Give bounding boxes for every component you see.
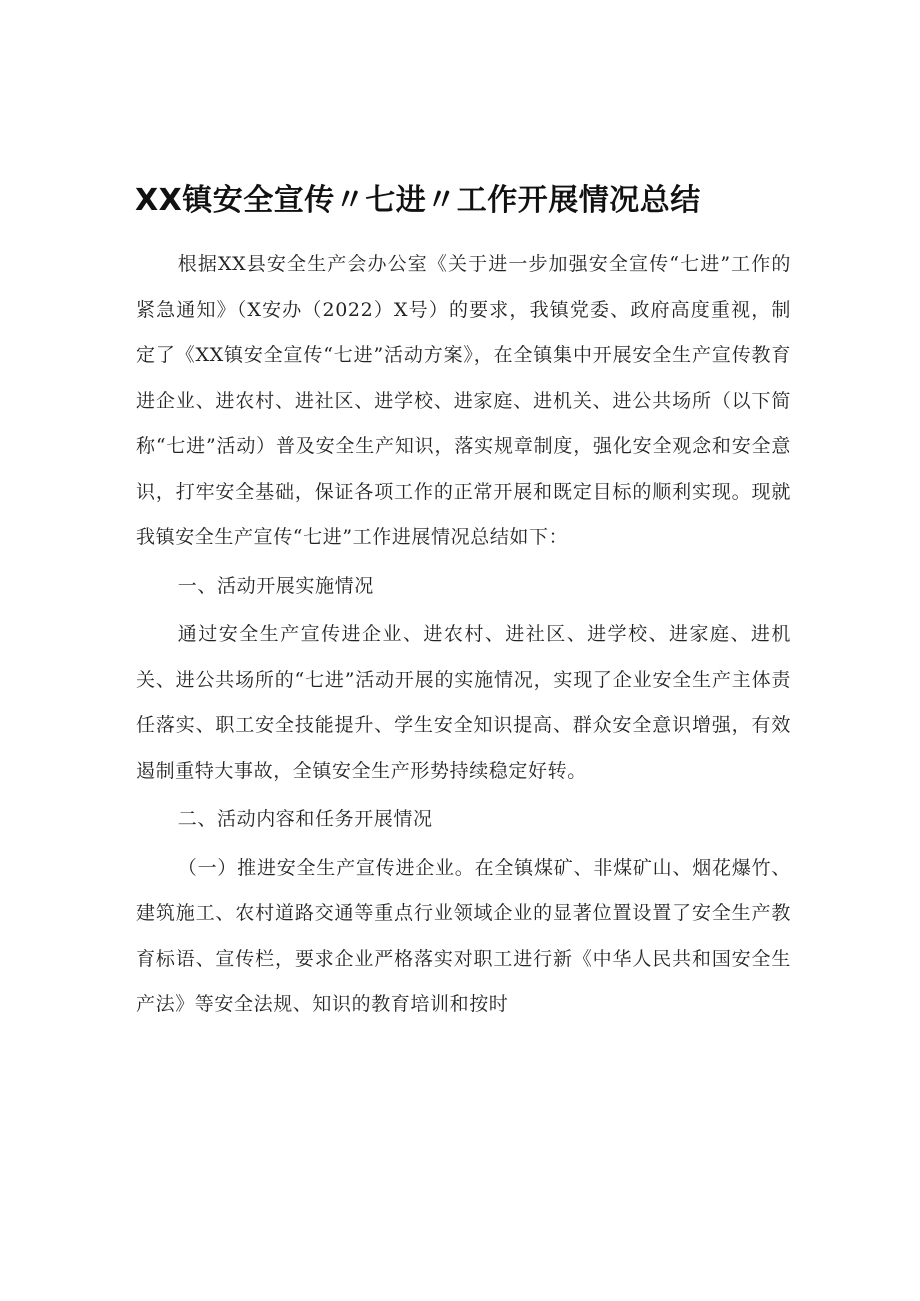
document-title: XX镇安全宣传〃七进〃工作开展情况总结 <box>135 183 701 218</box>
paragraph-section-1: 通过安全生产宣传进企业、进农村、进社区、进学校、进家庭、进机关、进公共场所的“七进”活动开展的实施情况，实现了企业安全生产主体责任落实、职工安全技能提升、学生安全知识提高、群众安全意识增强，有效遏制重特大事故，全镇安全生产形势持续稳定好转。 <box>136 623 791 782</box>
section-heading-2: 二、活动内容和任务开展情况 <box>177 808 433 830</box>
document-body <box>136 242 791 1028</box>
paragraph-subsection-1: （一）推进安全生产宣传进企业。在全镇煤矿、非煤矿山、烟花爆竹、建筑施工、农村道路交通等重点行业领域企业的显著位置设置了安全生产教育标语、宣传栏，要求企业严格落实对职工进行新《中华人民共和国安全生产法》等安全法规、知识的教育培训和按时 <box>136 856 791 1015</box>
section-heading-1: 一、活动开展实施情况 <box>177 574 374 597</box>
paragraph-intro: 根据XX县安全生产会办公室《关于进一步加强安全宣传“七进”工作的紧急通知》（X安办（2022）X号）的要求，我镇党委、政府高度重视，制定了《XX镇安全宣传“七进”活动方案》，在全镇集中开展安全生产宣传教育进企业、进农村、进社区、进学校、进家庭、进机关、进公共场所（以下简称“七进”活动）普及安全生产知识，落实规章制度，强化安全观念和安全意识，打牢安全基础，保证各项工作的正常开展和既定目标的顺利实现。现就我镇安全生产宣传“七进”工作进展情况总结如下： <box>136 253 791 548</box>
